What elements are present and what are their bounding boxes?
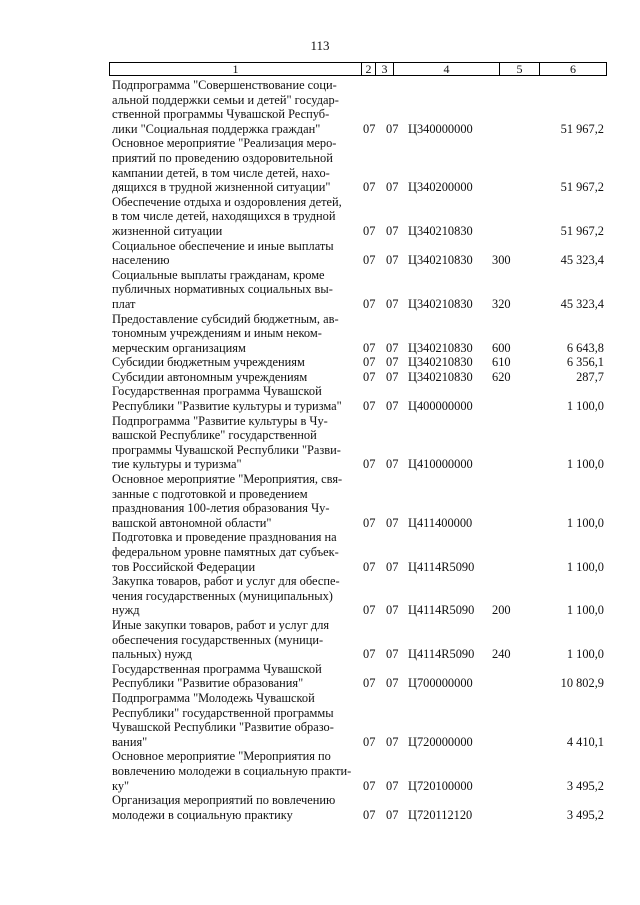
table-row — [112, 268, 607, 312]
description-line: Республики "Развитие образования" — [112, 676, 304, 691]
description-line: Государственная программа Чувашской — [112, 384, 322, 399]
table-row — [112, 574, 607, 618]
description-line: Основное мероприятие "Мероприятия по — [112, 749, 331, 764]
cell-c3: 07 — [386, 807, 399, 822]
cell-c3: 07 — [386, 355, 399, 370]
cell-c6: 51 967,2 — [560, 223, 604, 238]
description-line: населению — [112, 253, 170, 268]
cell-c5: 300 — [492, 253, 511, 268]
cell-c6: 6 356,1 — [566, 355, 604, 370]
cell-c6: 51 967,2 — [560, 121, 604, 136]
description-line: ку" — [112, 778, 130, 793]
cell-c4: Ц340210830 — [408, 369, 473, 384]
description-line: Предоставление субсидий бюджетным, ав- — [112, 311, 339, 326]
description-line: Государственная программа Чувашской — [112, 661, 322, 676]
description-line: публичных нормативных социальных вы- — [112, 282, 333, 297]
description-line: Закупка товаров, работ и услуг для обеспе- — [112, 574, 340, 589]
cell-c3: 07 — [386, 457, 399, 472]
description-line: чения государственных (муниципальных) — [112, 588, 333, 603]
description-line: тономным учреждениям и иным неком- — [112, 326, 322, 341]
cell-c6: 6 643,8 — [566, 340, 604, 355]
cell-c2: 07 — [363, 253, 376, 268]
description-line: ственной программы Чувашской Респуб- — [112, 107, 330, 122]
cell-c6: 45 323,4 — [560, 253, 604, 268]
description-line: Подпрограмма "Совершенствование соци- — [112, 78, 337, 92]
description-line: в том числе детей, находящихся в трудной — [112, 209, 336, 224]
cell-c4: Ц340210830 — [408, 223, 473, 238]
table-row — [112, 691, 607, 749]
cell-c4: Ц400000000 — [408, 399, 473, 414]
table-row — [112, 355, 607, 370]
table-row — [112, 136, 607, 194]
description-line: дящихся в трудной жизненной ситуации" — [112, 180, 331, 195]
cell-c2: 07 — [363, 399, 376, 414]
description-line: вания" — [112, 734, 148, 749]
cell-c3: 07 — [386, 603, 399, 618]
description-line: Социальные выплаты гражданам, кроме — [112, 267, 325, 282]
cell-c2: 07 — [363, 647, 376, 662]
cell-c5: 320 — [492, 296, 511, 311]
header-col-2: 2 — [362, 63, 376, 75]
cell-c3: 07 — [386, 296, 399, 311]
description-line: Подпрограмма "Молодежь Чувашской — [112, 690, 315, 705]
description-line: Организация мероприятий по вовлечению — [112, 793, 336, 808]
cell-c3: 07 — [386, 223, 399, 238]
cell-c5: 620 — [492, 369, 511, 384]
description-line: вовлечению молодежи в социальную практи- — [112, 763, 352, 778]
description-line: празднования 100-летия образования Чу- — [112, 501, 330, 516]
description-line: Социальное обеспечение и иные выплаты — [112, 238, 334, 253]
cell-c4: Ц410000000 — [408, 457, 473, 472]
cell-c6: 1 100,0 — [566, 647, 604, 662]
table-row — [112, 662, 607, 691]
cell-c6: 4 410,1 — [566, 734, 604, 749]
cell-c6: 3 495,2 — [566, 807, 604, 822]
table-row — [112, 78, 607, 136]
description-line: Субсидии бюджетным учреждениям — [112, 355, 305, 370]
table-row — [112, 414, 607, 472]
table-row — [112, 312, 607, 356]
description-line: Подпрограмма "Развитие культуры в Чу- — [112, 413, 328, 428]
description-line: Основное мероприятие "Реализация меро- — [112, 136, 337, 151]
cell-c6: 1 100,0 — [566, 457, 604, 472]
table-row — [112, 749, 607, 793]
table-row — [112, 618, 607, 662]
cell-c5: 610 — [492, 355, 511, 370]
cell-c2: 07 — [363, 734, 376, 749]
cell-c4: Ц340210830 — [408, 253, 473, 268]
cell-c4: Ц340210830 — [408, 296, 473, 311]
table-row — [112, 195, 607, 239]
cell-c6: 3 495,2 — [566, 778, 604, 793]
cell-c5: 240 — [492, 647, 511, 662]
cell-c2: 07 — [363, 559, 376, 574]
description-line: вашской автономной области" — [112, 515, 272, 530]
header-col-4: 4 — [394, 63, 500, 75]
description-line: обеспечения государственных (муници- — [112, 632, 324, 647]
cell-c2: 07 — [363, 603, 376, 618]
cell-c3: 07 — [386, 369, 399, 384]
description-line: жизненной ситуации — [112, 223, 223, 238]
description-line: федеральном уровне памятных дат субъек- — [112, 545, 339, 559]
cell-c3: 07 — [386, 515, 399, 530]
cell-c4: Ц4114R5090 — [408, 603, 475, 618]
cell-c4: Ц700000000 — [408, 676, 473, 691]
table-row — [112, 370, 607, 385]
cell-c3: 07 — [386, 340, 399, 355]
header-col-1: 1 — [110, 63, 362, 75]
cell-c5: 600 — [492, 340, 511, 355]
cell-c2: 07 — [363, 457, 376, 472]
description-line: Республики" государственной программы — [112, 705, 334, 720]
cell-c3: 07 — [386, 253, 399, 268]
table-row — [112, 530, 607, 574]
cell-c3: 07 — [386, 778, 399, 793]
description-line: мерческим организациям — [112, 340, 246, 355]
cell-c4: Ц720100000 — [408, 778, 473, 793]
cell-c6: 1 100,0 — [566, 559, 604, 574]
cell-c4: Ц4114R5090 — [408, 559, 475, 574]
cell-c6: 45 323,4 — [560, 296, 604, 311]
cell-c4: Ц340200000 — [408, 180, 473, 195]
table-row — [112, 384, 607, 413]
description-line: Подготовка и проведение празднования на — [112, 530, 337, 545]
cell-c4: Ц411400000 — [408, 515, 473, 530]
cell-c4: Ц720112120 — [408, 807, 473, 822]
cell-c6: 1 100,0 — [566, 603, 604, 618]
cell-c3: 07 — [386, 121, 399, 136]
cell-c6: 287,7 — [576, 369, 604, 384]
description-line: приятий по проведению оздоровительной — [112, 150, 333, 165]
table-row — [112, 472, 607, 530]
description-line: Субсидии автономным учреждениям — [112, 369, 308, 384]
description-line: тов Российской Федерации — [112, 559, 256, 574]
cell-c6: 10 802,9 — [560, 676, 604, 691]
cell-c4: Ц340210830 — [408, 355, 473, 370]
table-row — [112, 793, 607, 822]
cell-c2: 07 — [363, 180, 376, 195]
cell-c4: Ц4114R5090 — [408, 647, 475, 662]
cell-c2: 07 — [363, 355, 376, 370]
description-line: плат — [112, 296, 136, 311]
cell-c4: Ц340210830 — [408, 340, 473, 355]
description-line: вашской Республике" государственной — [112, 428, 317, 443]
cell-c3: 07 — [386, 647, 399, 662]
header-col-6: 6 — [570, 62, 576, 76]
description-line: молодежи в социальную практику — [112, 807, 293, 822]
cell-c6: 1 100,0 — [566, 515, 604, 530]
cell-c6: 1 100,0 — [566, 399, 604, 414]
page-number: 113 — [310, 38, 330, 53]
cell-c2: 07 — [363, 223, 376, 238]
description-line: Основное мероприятие "Мероприятия, свя- — [112, 472, 343, 487]
cell-c4: Ц720000000 — [408, 734, 473, 749]
cell-c5: 200 — [492, 603, 511, 618]
description-line: кампании детей, в том числе детей, нахо- — [112, 165, 330, 180]
description-line: Обеспечение отдыха и оздоровления детей, — [112, 194, 342, 209]
cell-c3: 07 — [386, 676, 399, 691]
description-line: тие культуры и туризма" — [112, 457, 242, 472]
table-row — [112, 239, 607, 268]
description-line: пальных) нужд — [112, 647, 192, 662]
cell-c2: 07 — [363, 676, 376, 691]
description-line: нужд — [112, 603, 140, 618]
description-line: альной поддержки семьи и детей" государ- — [112, 92, 339, 107]
cell-c4: Ц340000000 — [408, 121, 473, 136]
cell-c2: 07 — [363, 121, 376, 136]
description-line: Иные закупки товаров, работ и услуг для — [112, 617, 330, 632]
cell-c3: 07 — [386, 734, 399, 749]
cell-c2: 07 — [363, 340, 376, 355]
cell-c2: 07 — [363, 807, 376, 822]
header-col-3: 3 — [376, 63, 394, 75]
cell-c2: 07 — [363, 296, 376, 311]
cell-c3: 07 — [386, 180, 399, 195]
description-line: Чувашской Республики "Развитие образо- — [112, 720, 334, 735]
cell-c2: 07 — [363, 369, 376, 384]
cell-c6: 51 967,2 — [560, 180, 604, 195]
description-line: занные с подготовкой и проведением — [112, 486, 308, 501]
description-line: программы Чувашской Республики "Разви- — [112, 442, 341, 457]
header-col-5: 5 — [500, 63, 540, 75]
table-header — [109, 62, 607, 76]
description-line: лики "Социальная поддержка граждан" — [112, 121, 321, 136]
table-body — [112, 78, 607, 822]
description-line: Республики "Развитие культуры и туризма" — [112, 399, 342, 414]
cell-c2: 07 — [363, 778, 376, 793]
cell-c3: 07 — [386, 399, 399, 414]
cell-c3: 07 — [386, 559, 399, 574]
cell-c2: 07 — [363, 515, 376, 530]
